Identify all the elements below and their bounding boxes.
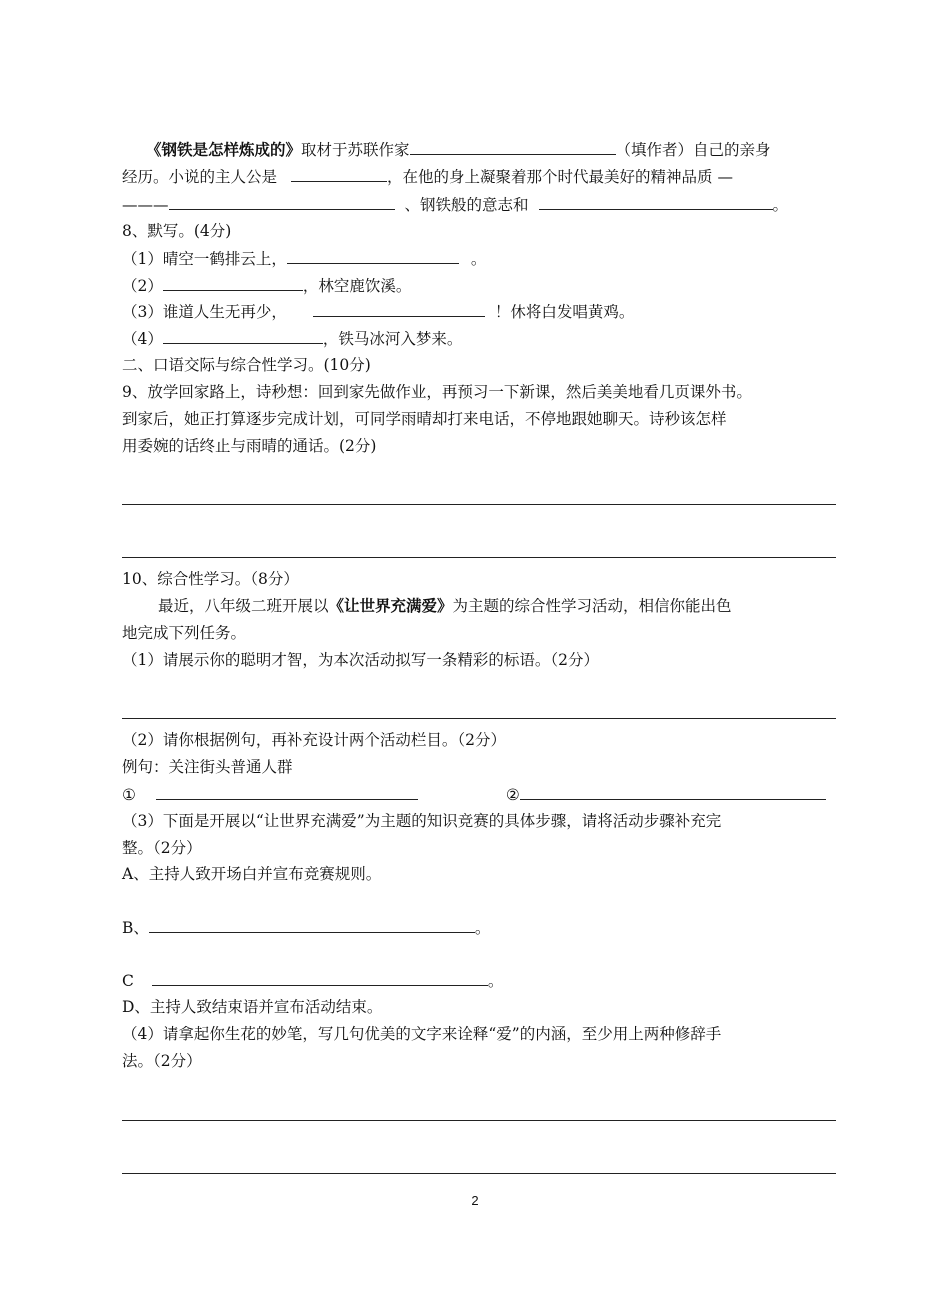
q8-line1: （1）晴空一鹤排云上， 。 (122, 250, 487, 268)
will-blank[interactable] (539, 194, 773, 210)
step-a: A、主持人致开场白并宣布竞赛规则。 (122, 865, 382, 883)
book-title: 《钢铁是怎样炼成的》 (146, 140, 302, 159)
step-b-blank[interactable] (149, 917, 475, 933)
step-c-blank[interactable] (152, 970, 488, 986)
quality-blank[interactable] (169, 194, 395, 210)
poem-blank-3[interactable] (313, 301, 485, 317)
poem-blank-2[interactable] (163, 275, 303, 291)
q9-answer-line-1[interactable] (122, 504, 836, 505)
q8-line4: （4） ，铁马冰河入梦来。 (122, 330, 463, 348)
q8-line3: （3）谁道人生无再少， ！休将白发唱黄鸡。 (122, 303, 635, 321)
q9-answer-line-2[interactable] (122, 557, 836, 558)
circled-one: ① (122, 786, 136, 804)
q10-part4-line2: 法。（2分） (122, 1052, 202, 1070)
step-d: D、主持人致结束语并宣布活动结束。 (122, 998, 383, 1016)
q10-part1: （1）请展示你的聪明才智，为本次活动拟写一条精彩的标语。（2分） (122, 651, 599, 669)
column-blank-2[interactable] (520, 784, 826, 800)
q8-heading: 8、默写。(4分) (122, 222, 232, 240)
section2-heading: 二、口语交际与综合性学习。(10分) (122, 356, 371, 374)
q10-intro-line1: 最近，八年级二班开展以《让世界充满爱》为主题的综合性学习活动，相信你能出色 (158, 596, 732, 615)
column-blank-1[interactable] (156, 784, 418, 800)
slogan-answer-line[interactable] (122, 718, 836, 719)
q10-intro-line2: 地完成下列任务。 (122, 624, 247, 642)
q10-example: 例句：关注街头普通人群 (122, 758, 293, 776)
author-blank[interactable] (410, 139, 616, 155)
step-b: B、 。 (122, 919, 491, 937)
q9-line1: 9、放学回家路上，诗秒想：回到家先做作业，再预习一下新课，然后美美地看几页课外书。 (122, 383, 752, 401)
q9-line3: 用委婉的话终止与雨晴的通话。(2分) (122, 437, 377, 455)
love-answer-line-1[interactable] (122, 1120, 836, 1121)
poem-blank-1[interactable] (287, 248, 459, 264)
q7-line2: 经历。小说的主人公是 ，在他的身上凝聚着那个时代最美好的精神品质 — (122, 168, 733, 186)
q10-part2: （2）请你根据例句，再补充设计两个活动栏目。（2分） (122, 731, 506, 749)
q10-part3-line2: 整。（2分） (122, 839, 202, 857)
q10-part3-line1: （3）下面是开展以“让世界充满爱”为主题的知识竞赛的具体步骤，请将活动步骤补充完 (122, 812, 722, 830)
q7-line1: 《钢铁是怎样炼成的》取材于苏联作家 （填作者）自己的亲身 (146, 140, 771, 159)
activity-theme: 《让世界充满爱》 (328, 596, 453, 615)
q10-part4-line1: （4）请拿起你生花的妙笔，写几句优美的文字来诠释“爱”的内涵，至少用上两种修辞手 (122, 1025, 722, 1043)
q10-columns-line (122, 784, 826, 805)
circled-two: ② (505, 786, 520, 804)
protagonist-blank[interactable] (291, 166, 387, 182)
q8-line2: （2） ，林空鹿饮溪。 (122, 277, 412, 295)
q7-line3: ——— 、钢铁般的意志和 。 (122, 196, 789, 214)
poem-blank-4[interactable] (163, 328, 323, 344)
love-answer-line-2[interactable] (122, 1173, 836, 1174)
q9-line2: 到家后，她正打算逐步完成计划，可同学雨晴却打来电话，不停地跟她聊天。诗秒该怎样 (122, 410, 727, 428)
page-number: 2 (471, 1193, 479, 1208)
step-c: C 。 (122, 972, 504, 990)
q10-heading: 10、综合性学习。（8分） (122, 570, 299, 588)
